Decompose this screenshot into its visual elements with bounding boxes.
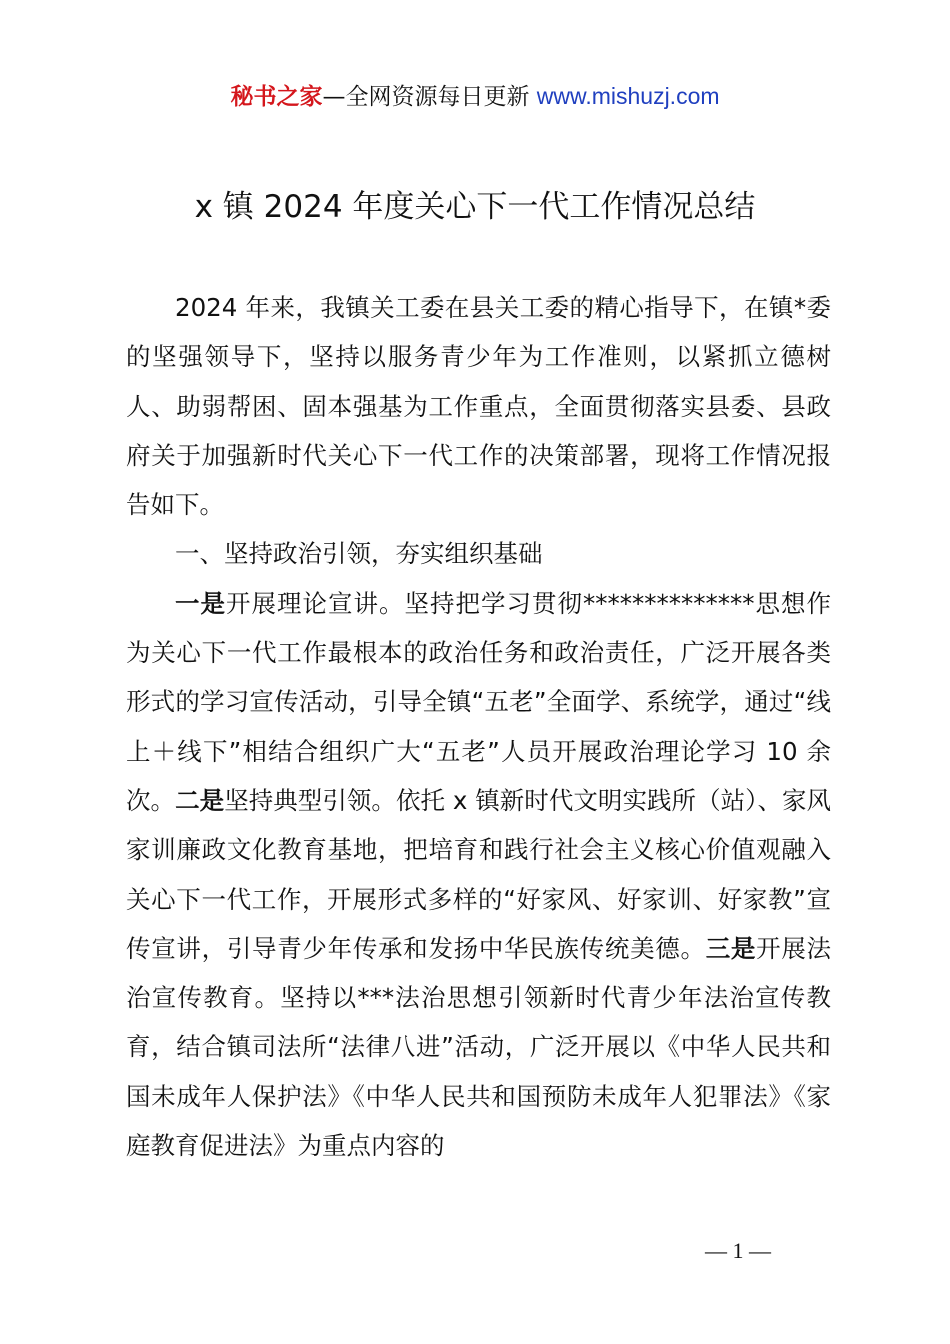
page-number: — 1 — bbox=[705, 1238, 771, 1263]
site-url-link[interactable]: www.mishuzj.com bbox=[536, 83, 720, 109]
header-dash: — bbox=[322, 84, 346, 110]
item-text-1: 开展理论宣讲。坚持把学习贯彻**************思想作为关心下一代工作最根本的政治任务和政治责任，广泛开展各类形式的学习宣传活动，引导全镇“五老”全面学、系统学，通过“线上＋线下”相结合组织广大“五老”人员开展政治理论学习 10 余次。 bbox=[126, 588, 831, 815]
section-heading: 一、坚持政治引领，夯实组织基础 bbox=[175, 539, 543, 569]
item-text-2: 坚持典型引领。依托 x 镇新时代文明实践所（站）、家风家训廉政文化教育基地，把培育和践行社会主义核心价值观融入关心下一代工作，开展形式多样的“好家风、好家训、好家教”宣传宣讲，引导青少年传承和发扬中华民族传统美德。 bbox=[126, 785, 832, 963]
site-header bbox=[0, 80, 950, 113]
item-label-1: 一是 bbox=[175, 588, 226, 618]
document-body bbox=[126, 283, 831, 1170]
document-title: x 镇 2024 年度关心下一代工作情况总结 bbox=[194, 189, 756, 225]
brand-name: 秘书之家 bbox=[230, 84, 323, 110]
intro-paragraph: 2024 年来，我镇关工委在县关工委的精心指导下，在镇*委的坚强领导下，坚持以服务青少年为工作准则，以紧抓立德树人、助弱帮困、固本强基为工作重点，全面贯彻落实县委、县政府关于加强新时代关心下一代工作的决策部署，现将工作情况报告如下。 bbox=[126, 293, 831, 520]
item-label-2: 二是 bbox=[175, 785, 225, 815]
item-text-3: 开展法治宣传教育。坚持以***法治思想引领新时代青少年法治宣传教育，结合镇司法所“法律八进”活动，广泛开展以《中华人民共和国未成年人保护法》《中华人民共和国预防未成年人犯罪法》《家庭教育促进法》为重点内容的 bbox=[126, 933, 832, 1161]
item-label-3: 三是 bbox=[705, 933, 757, 963]
header-slogan: 全网资源每日更新 bbox=[345, 84, 530, 110]
section-paragraph bbox=[126, 579, 831, 1171]
